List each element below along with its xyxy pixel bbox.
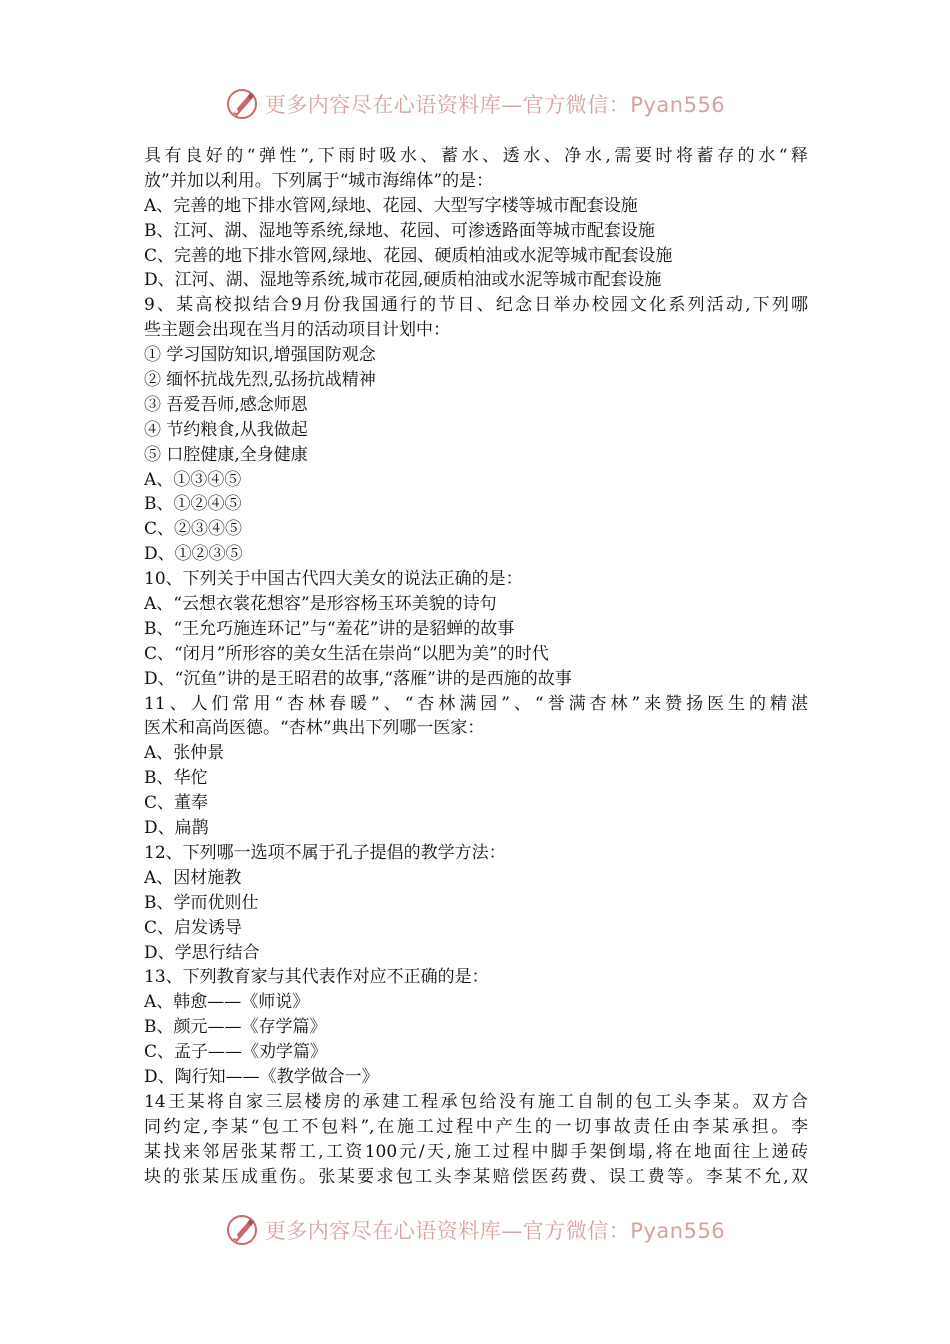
banner-text: 更多内容尽在心语资料库—官方微信：Pyan556: [264, 93, 726, 117]
text-line: ④ 节约粮食,从我做起: [144, 419, 308, 440]
text-line: B、①②④⑤: [144, 494, 242, 515]
text-line: ③ 吾爱吾师,感念师恩: [144, 394, 308, 415]
text-line: C、完善的地下排水管网,绿地、花园、硬质柏油或水泥等城市配套设施: [144, 245, 673, 266]
text-line: A、张仲景: [144, 743, 225, 764]
document-body: [144, 144, 808, 1189]
text-line: 13、下列教育家与其代表作对应不正确的是：: [144, 967, 489, 988]
text-line: D、学思行结合: [144, 942, 260, 963]
text-line: D、扁鹊: [144, 818, 209, 839]
text-line: A、完善的地下排水管网,绿地、花园、大型写字楼等城市配套设施: [144, 195, 638, 216]
text-line: ⑤ 口腔健康,全身健康: [144, 444, 308, 465]
text-line: B、颜元——《存学篇》: [144, 1017, 327, 1038]
footer-banner: [0, 1208, 950, 1252]
text-line: 10、下列关于中国古代四大美女的说法正确的是：: [144, 569, 523, 590]
text-line: B、“王允巧施连环记”与“羞花”讲的是貂蝉的故事: [144, 618, 515, 639]
text-line: 同约定,李某“包工不包料”,在施工过程中产生的一切事故责任由李某承担。李: [144, 1116, 808, 1137]
text-line: C、孟子——《劝学篇》: [144, 1042, 328, 1063]
text-line: D、陶行知——《教学做合一》: [144, 1066, 379, 1087]
pen-emblem-icon: [225, 1213, 259, 1247]
text-line: C、②③④⑤: [144, 519, 243, 540]
text-line: D、①②③⑤: [144, 544, 243, 565]
header-banner: [0, 82, 950, 126]
text-line: 放”并加以利用。下列属于“城市海绵体”的是：: [144, 170, 494, 191]
text-line: B、学而优则仕: [144, 892, 259, 913]
text-line: ① 学习国防知识,增强国防观念: [144, 345, 376, 366]
text-line: 块的张某压成重伤。张某要求包工头李某赔偿医药费、误工费等。李某不允,双: [144, 1166, 808, 1187]
text-line: A、“云想衣裳花想容”是形容杨玉环美貌的诗句: [144, 594, 497, 615]
text-line: 14王某将自家三层楼房的承建工程承包给没有施工自制的包工头李某。双方合: [144, 1091, 808, 1112]
text-line: C、董奉: [144, 793, 209, 814]
text-line: 些主题会出现在当月的活动项目计划中：: [144, 320, 450, 341]
text-line: A、因材施教: [144, 867, 242, 888]
text-line: 11、人们常用“杏林春暖”、“杏林满园”、“誉满杏林”来赞扬医生的精湛: [144, 693, 808, 714]
text-line: C、启发诱导: [144, 917, 243, 938]
text-line: B、华佗: [144, 768, 208, 789]
text-line: 9、某高校拟结合9月份我国通行的节日、纪念日举办校园文化系列活动,下列哪: [144, 295, 808, 316]
text-line: 12、下列哪一选项不属于孔子提倡的教学方法：: [144, 842, 506, 863]
text-line: 具有良好的“弹性”,下雨时吸水、蓄水、透水、净水,需要时将蓄存的水“释: [144, 146, 808, 166]
banner-text: 更多内容尽在心语资料库—官方微信：Pyan556: [264, 1219, 726, 1243]
text-line: ② 缅怀抗战先烈,弘扬抗战精神: [144, 370, 376, 391]
text-line: C、“闭月”所形容的美女生活在崇尚“以肥为美”的时代: [144, 643, 549, 664]
text-line: A、①③④⑤: [144, 469, 242, 490]
text-line: D、“沉鱼”讲的是王昭君的故事,“落雁”讲的是西施的故事: [144, 668, 572, 689]
text-line: B、江河、湖、湿地等系统,绿地、花园、可渗透路面等城市配套设施: [144, 220, 655, 241]
text-line: 医术和高尚医德。“杏林”典出下列哪一医家：: [144, 718, 485, 739]
text-line: D、江河、湖、湿地等系统,城市花园,硬质柏油或水泥等城市配套设施: [144, 270, 662, 291]
text-line: 某找来邻居张某帮工,工资100元/天,施工过程中脚手架倒塌,将在地面往上递砖: [144, 1141, 808, 1162]
pen-emblem-icon: [225, 87, 259, 121]
text-line: A、韩愈——《师说》: [144, 992, 310, 1013]
